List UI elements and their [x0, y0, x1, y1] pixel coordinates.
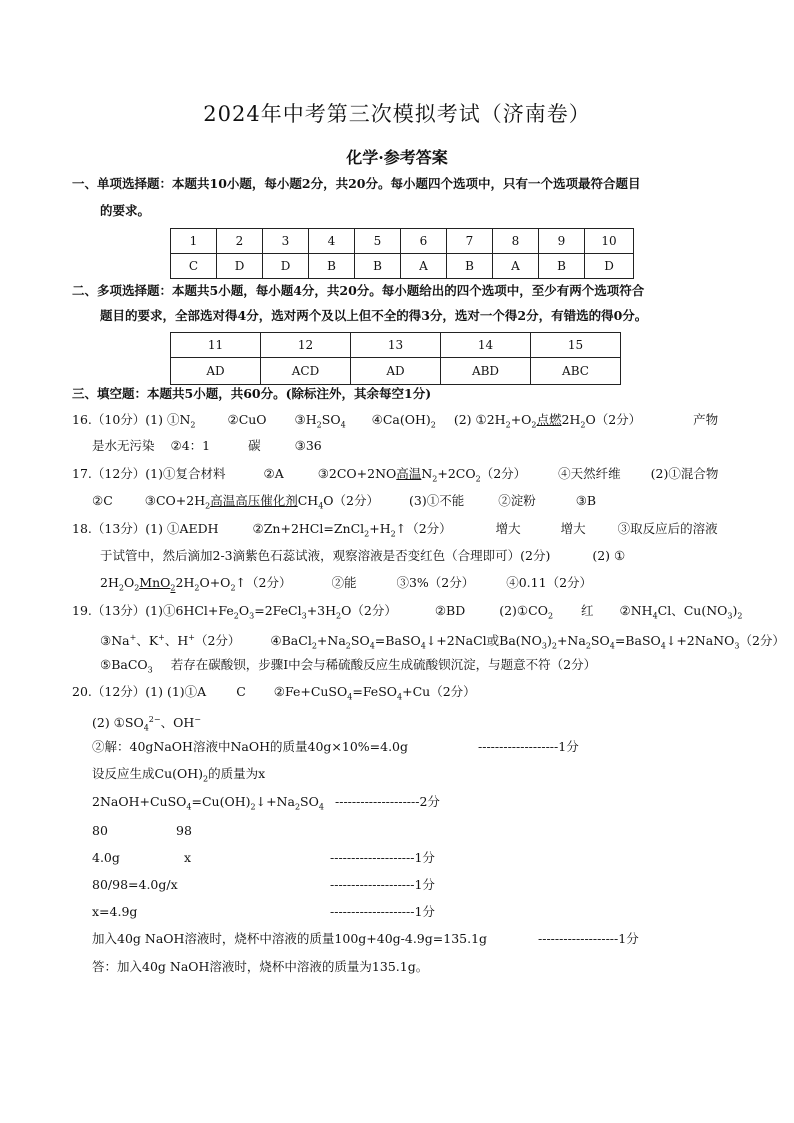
q20-line7b: x	[184, 850, 192, 865]
table-cell: 2	[217, 229, 263, 254]
table-cell: 6	[401, 229, 447, 254]
answer-text: (2) ①	[592, 548, 626, 563]
q20-line6a: 80	[92, 823, 108, 838]
page-title: 2024年中考第三次模拟考试（济南卷）	[203, 102, 591, 126]
answer-text: 17.（12分）(1)①复合材料	[72, 466, 226, 481]
table-row	[171, 358, 621, 385]
score-note: （2分）	[333, 493, 379, 508]
table-cell: AD	[351, 358, 441, 385]
answer-text: ②Fe+CuSO	[273, 684, 348, 699]
answer-text: ④Ca(OH)	[371, 412, 431, 427]
answer-text: ③2CO+2NO	[317, 466, 397, 481]
reaction-condition: 高温	[396, 466, 422, 481]
q17-line1: 17.（12分）(1)①复合材料 ②A ③2CO+2NO高温$N_2+2CO_2(2$分） ④天然纤维 (2)①混合物	[72, 466, 719, 484]
q16-line2	[92, 437, 322, 455]
table-cell: B	[447, 254, 493, 279]
table-cell: 3	[263, 229, 309, 254]
answer-text: 碳	[248, 438, 261, 453]
answer-text: 设反应生成Cu(OH)	[92, 766, 204, 781]
score-dash: --------------------1分	[330, 850, 435, 865]
table-cell: ABC	[531, 358, 621, 385]
answer-text: ③B	[575, 493, 597, 508]
score-note: （2分）	[480, 466, 527, 481]
table-cell: 13	[351, 333, 441, 358]
answer-text: 18.（13分）(1) ①AEDH	[72, 521, 219, 536]
q17-line2: ②C $③CO+2H_2$高温高压催化剂$CH_4O(2$分） (3)①不能 ②淀粉 ③B	[92, 493, 597, 511]
answer-text: ②CuO	[227, 412, 267, 427]
answer-text: ③Na	[100, 633, 130, 649]
table-cell: B	[309, 254, 355, 279]
answer-text: ②BD	[434, 603, 466, 618]
reaction-condition: MnO	[139, 575, 171, 590]
q18-line3: $2H_2O_2MnO_22H_2O+O_2↑(2$分） ②能 ③3%（2分） ④0.11（2分）	[100, 575, 593, 593]
answer-text: (2) ①SO	[92, 715, 144, 731]
answer-text: ②A	[263, 466, 284, 481]
answer-text: (2) ①2H	[453, 412, 506, 427]
table-cell: AD	[171, 358, 261, 385]
section2-heading-2: 题目的要求，全部选对得4分，选对两个及以上但不全的得3分，选对一个得2分，有错选的得0分。	[100, 308, 648, 323]
score-note: （2分）	[351, 603, 397, 618]
answer-text: ③H	[294, 412, 317, 427]
table-row	[171, 333, 621, 358]
q20-line11: 答：加入40g NaOH溶液时，烧杯中溶液的质量为135.1g。	[92, 959, 429, 974]
table-cell: 10	[585, 229, 634, 254]
answer-text: 16.（10分）(1) ①N	[72, 412, 191, 427]
q20-line7a: 4.0g	[92, 850, 120, 865]
answer-text: ④天然纤维	[558, 466, 621, 481]
q20-line5: $2NaOH+CuSO_4=Cu(OH)_2↓+Na_2SO_4$	[92, 794, 324, 812]
q19-line3: ⑤BaCO$_3$ 若存在碳酸钡，步骤Ⅰ中会与稀硫酸反应生成硫酸钡沉淀，与题意不符（2分）	[100, 657, 597, 675]
answer-text: 2H	[100, 575, 119, 590]
table-cell: A	[493, 254, 539, 279]
answer-text: 增大	[495, 521, 521, 536]
score-dash: --------------------2分	[335, 794, 440, 809]
table-cell: 1	[171, 229, 217, 254]
answer-text: ②能	[331, 575, 357, 590]
table-cell: A	[401, 254, 447, 279]
table-cell: 7	[447, 229, 493, 254]
table-cell: 12	[261, 333, 351, 358]
answer-text: ③36	[294, 438, 322, 453]
answer-text: 于试管中，然后滴加2-3滴紫色石蕊试液，观察溶液是否变红色（合理即可）(2分)	[100, 548, 551, 563]
section1-heading: 一、单项选择题：本题共10小题，每小题2分，共20分。每小题四个选项中，只有一个选项最符合题目	[72, 176, 641, 191]
answer-text: (3)①不能	[408, 493, 465, 508]
reaction-condition: 点燃	[536, 412, 562, 427]
table-cell: D	[263, 254, 309, 279]
q20-line1: 20.（12分）(1) (1)①A C ②Fe+CuSO$_4$=FeSO$_4$+Cu（2分）	[72, 684, 476, 702]
table-cell: 5	[355, 229, 401, 254]
answer-text: ⑤BaCO	[100, 657, 148, 672]
score-note: （2分）	[246, 575, 292, 590]
q19-line1: 19.（13分）$(1)①6HCl+Fe_2O_3=2FeCl_3+3H_2O(2$分） ②BD $(2)①CO_2$ 红 $②NH_4Cl$、$Cu(NO_3)_2$	[72, 603, 743, 621]
q20-line2: (2) $①SO_4^{2-}$、OH−	[92, 715, 201, 733]
table-cell: D	[217, 254, 263, 279]
answer-text: ②4：1	[170, 438, 211, 453]
table-cell: 8	[493, 229, 539, 254]
section2-heading: 二、多项选择题：本题共5小题，每小题4分，共20分。每小题给出的四个选项中，至少有两个选项符合	[72, 283, 645, 298]
answer-text: ②淀粉	[498, 493, 536, 508]
answer-text: 红	[581, 603, 594, 618]
answer-text: ④0.11（2分）	[506, 575, 593, 590]
q20-line10: 加入40g NaOH溶液时，烧杯中溶液的质量100g+40g-4.9g=135.1g	[92, 931, 488, 946]
table-cell: C	[171, 254, 217, 279]
section3-heading: 三、填空题：本题共5小题，共60分。(除标注外，其余每空1分)	[72, 386, 432, 401]
answer-text: 是水无污染	[92, 438, 155, 453]
table-row	[171, 254, 634, 279]
multi-choice-table	[170, 332, 621, 385]
answer-text: ②C	[92, 493, 113, 508]
score-note: （2分）	[430, 684, 476, 699]
table-cell: 9	[539, 229, 585, 254]
page-subtitle: 化学·参考答案	[346, 148, 448, 167]
q18-line2	[100, 547, 625, 565]
q20-line9: x=4.9g	[92, 904, 138, 919]
table-cell: D	[585, 254, 634, 279]
table-cell: ABD	[441, 358, 531, 385]
table-cell: B	[539, 254, 585, 279]
score-note: （2分）	[406, 521, 452, 536]
answer-text: ④BaCl	[270, 633, 312, 649]
score-dash: -------------------1分	[478, 739, 579, 754]
table-row	[171, 229, 634, 254]
answer-text: (2)①CO	[499, 603, 548, 618]
answer-text: ③3%（2分）	[396, 575, 475, 590]
answer-text: 19.（13分）(1)①6HCl+Fe	[72, 603, 234, 618]
score-note: （2分）	[194, 633, 241, 649]
answer-text: 若存在碳酸钡，步骤Ⅰ中会与稀硫酸反应生成硫酸钡沉淀，与题意不符（2分）	[170, 657, 597, 672]
q19-line2: ③Na+、K+、H+（2分） $④BaCl_2+Na_2SO_4=BaSO_4↓+2NaCl$或$Ba(NO_3)_2+Na_2SO_4=BaSO_4↓+2NaNO_3(2$分）	[100, 633, 785, 651]
answer-text: 产物	[693, 412, 719, 427]
answer-text: C	[236, 684, 246, 699]
table-cell: 15	[531, 333, 621, 358]
answer-text: ②解：40gNaOH溶液中NaOH的质量40g×10%=4.0g	[92, 739, 409, 754]
score-dash: --------------------1分	[330, 904, 435, 919]
answer-text: ②Zn+2HCl=ZnCl	[252, 521, 365, 536]
answer-text: 2NaOH+CuSO	[92, 794, 187, 809]
section1-heading-2: 的要求。	[100, 203, 151, 218]
single-choice-table	[170, 228, 634, 279]
q20-line4: 设反应生成$Cu(OH)_2$的质量为x	[92, 766, 266, 784]
answer-text: 增大	[560, 521, 586, 536]
reaction-condition: 高温高压催化剂	[210, 493, 298, 508]
answer-text: ③CO+2H	[144, 493, 206, 508]
table-cell: ACD	[261, 358, 351, 385]
table-cell: 4	[309, 229, 355, 254]
q18-line1: 18.（13分）(1) ①AEDH $②Zn+2HCl=ZnCl_2+H_2↑(2$分） 增大 增大 ③取反应后的溶液	[72, 521, 718, 539]
table-cell: B	[355, 254, 401, 279]
q16-line1: 16.（10分）(1) $①N_2$ ②CuO $③H_2SO_4$ $④Ca(OH)_2$ (2) $①2H_2+O_2$点燃$2H_2O(2$分） 产物	[72, 412, 719, 430]
answer-text: ③取反应后的溶液	[617, 521, 718, 536]
table-cell: 11	[171, 333, 261, 358]
answer-text: (2)①混合物	[650, 466, 719, 481]
q20-line8: 80/98=4.0g/x	[92, 877, 178, 892]
score-dash: --------------------1分	[330, 877, 435, 892]
q20-line6b: 98	[176, 823, 192, 838]
answer-text: ②NH	[619, 603, 653, 618]
q20-line3	[92, 738, 408, 756]
score-dash: -------------------1分	[538, 931, 639, 946]
score-note: （2分）	[595, 412, 642, 427]
table-cell: 14	[441, 333, 531, 358]
score-note: （2分）	[739, 633, 785, 649]
answer-text: 20.（12分）(1) (1)①A	[72, 684, 207, 699]
